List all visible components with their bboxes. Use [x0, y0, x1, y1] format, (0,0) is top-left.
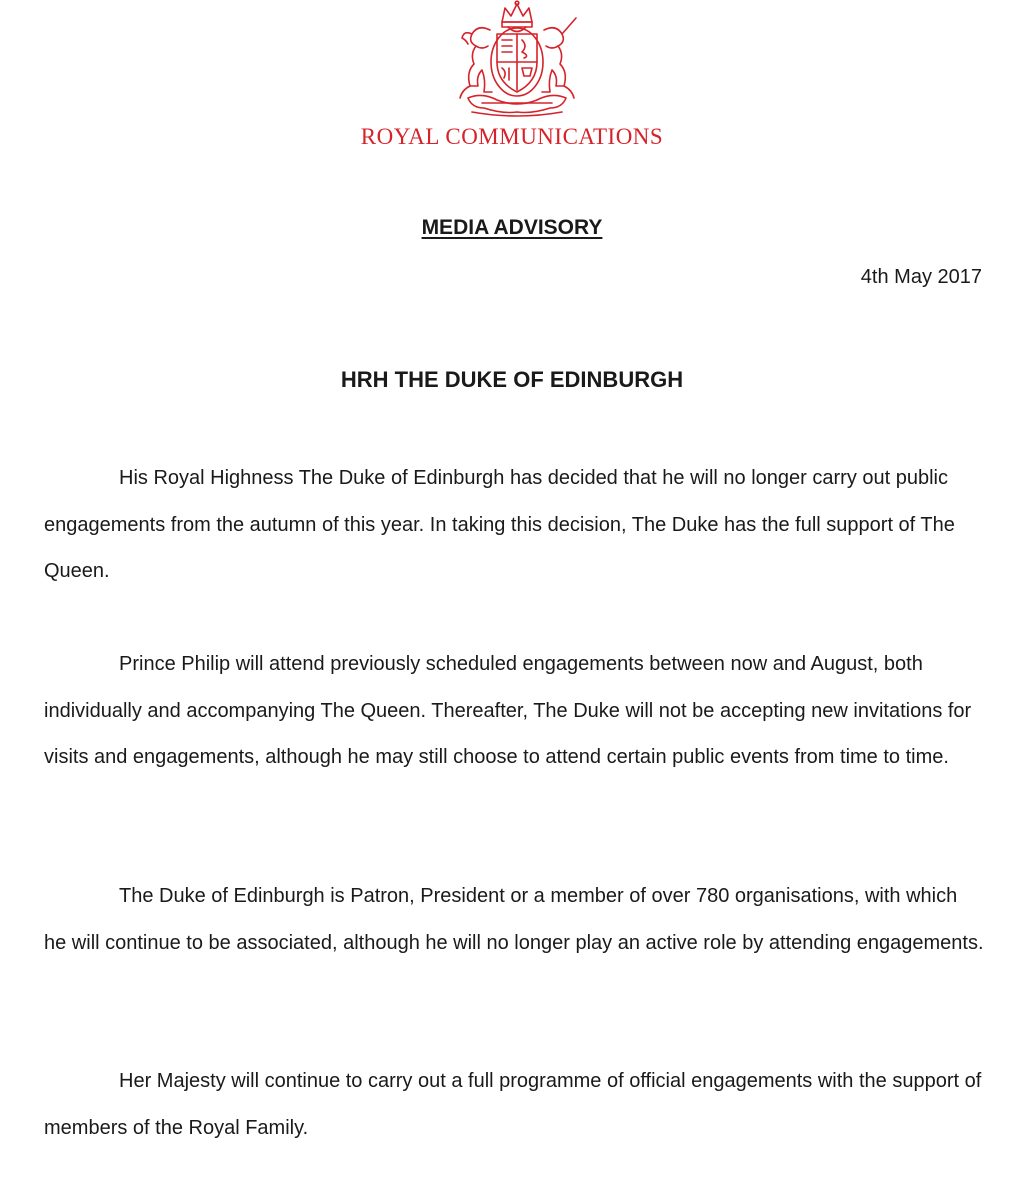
body-paragraph: Her Majesty will continue to carry out a full programme of official engagements with the support of members of the Royal Family.: [44, 1070, 982, 1139]
organisation-name: ROYAL COMMUNICATIONS: [360, 124, 664, 149]
document-type-label: MEDIA ADVISORY: [421, 216, 603, 239]
royal-coat-of-arms-icon: [442, 0, 592, 118]
body-paragraph: Prince Philip will attend previously scheduled engagements between now and August, both individually and accompanying The Queen. Thereafter, The Duke will not be accepting new invitations for visits and engagements, although he may still choose to attend certain public events from time to time.: [44, 653, 972, 768]
body-paragraph: His Royal Highness The Duke of Edinburgh has decided that he will no longer carry out public engagements from the autumn of this year. In taking this decision, The Duke has the full support of The Queen.: [44, 467, 955, 582]
release-date: 4th May 2017: [860, 266, 982, 288]
page-title: HRH THE DUKE OF EDINBURGH: [340, 367, 684, 392]
body-paragraph: The Duke of Edinburgh is Patron, President or a member of over 780 organisations, with which he will continue to be associated, although he will no longer play an active role by attending engagements.: [44, 885, 984, 954]
